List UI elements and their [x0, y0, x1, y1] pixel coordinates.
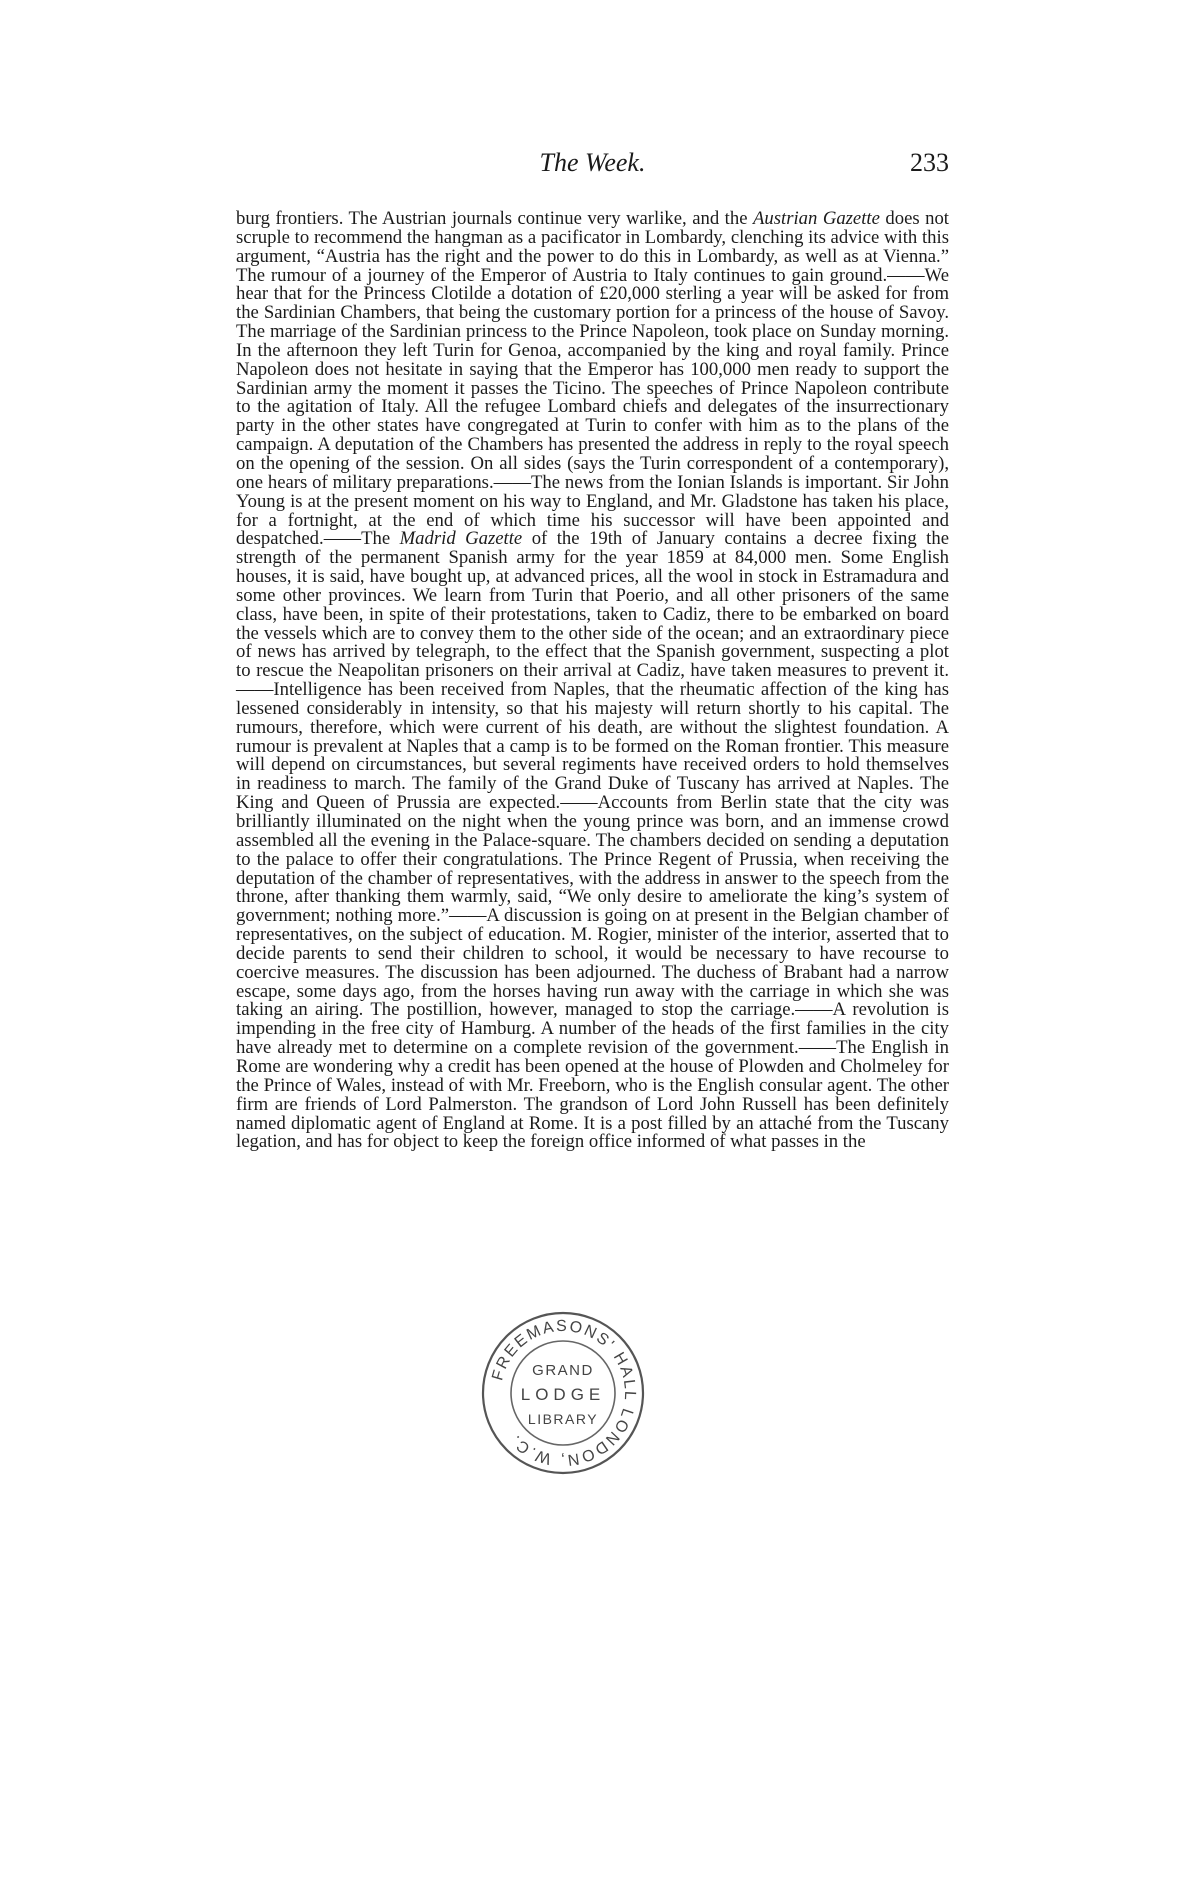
article-body: [236, 210, 949, 1152]
publication-title-italic: Austrian Gazette: [752, 208, 880, 229]
library-stamp-seal: [478, 1308, 648, 1478]
stamp-line-2: LODGE: [520, 1385, 606, 1404]
stamp-line-1: GRAND: [532, 1362, 594, 1379]
publication-title-italic: Madrid Gazette: [399, 528, 523, 550]
stamp-line-3: LIBRARY: [527, 1411, 599, 1427]
text-segment: burg frontiers. The Austrian journals continue very warlike, and the: [236, 208, 753, 229]
text-segment: of the 19th of January contains a decree fixing the strength of the permanent Spanish army for the year 1859 at 84,000 men. Some English houses, it is said, have bought up, at advanced prices, all the wool in stock in Estramadura and some other provinces. We learn from Turin that Poerio, and all other prisoners of the same class, have been, in spite of their protestations, taken to Cadiz, there to be embarked on board the vessels which are to convey them to the other side of the ocean; and an extraordinary piece of news has arrived by telegraph, to the effect that the Spanish government, suspecting a plot to rescue the Neapolitan prisoners on their arrival at Cadiz, have taken measures to prevent it.——Intelligence has been received from Naples, that the rheumatic affection of the king has lessened considerably in intensity, so that his majesty will return shortly to his capital. The rumours, therefore, which were current of his death, are without the slightest foundation. A rumour is prevalent at Naples that a camp is to be formed on the Roman frontier. This measure will depend on circumstances, but several regiments have received orders to hold themselves in readiness to march. The family of the Grand Duke of Tuscany has arrived at Naples. The King and Queen of Prussia are expected.——Accounts from Berlin state that the city was brilliantly illuminated on the night when the young prince was born, and an immense crowd assembled all the evening in the Palace-square. The chambers decided on sending a deputation to the palace to offer their congratulations. The Prince Regent of Prussia, when receiving the deputation of the chamber of representatives, with the address in answer to the speech from the throne, after thanking them warmly, said, “We only desire to ameliorate the king’s system of government; nothing more.”——A discussion is going on at present in the Belgian chamber of representatives, on the subject of education. M. Rogier, minister of the interior, asserted that to decide parents to send their children to school, it would be necessary to have recourse to coercive measures. The discussion has been adjourned. The duchess of Brabant had a narrow escape, some days ago, from the horses having run away with the carriage in which she was taking an airing. The postillion, however, managed to stop the carriage.——A revolution is impending in the free city of Hamburg. A number of the heads of the first families in the city have already met to determine on a complete revision of the government.——The English in Rome are wondering why a credit has been opened at the house of Plowden and Cholmeley for the Prince of Wales, instead of with Mr. Freeborn, who is the English consular agent. The other firm are friends of Lord Palmerston. The grandson of Lord John Russell has been definitely named diplomatic agent of England at Rome. It is a post filled by an attaché from the Tuscany legation, and has for object to keep the foreign office informed of what passes in the: [236, 528, 949, 1153]
article-paragraph: [236, 210, 949, 1152]
library-stamp: [478, 1308, 648, 1478]
stamp-ring-text: FREEMASONS' HALL LONDON, W.C.: [489, 1317, 639, 1469]
running-head: [236, 148, 949, 188]
page-number: 233: [910, 148, 949, 177]
text-segment: does not scruple to recommend the hangman as a pacificator in Lombardy, clenching its advice with this argument, “Austria has the right and the power to do this in Lombardy, as well as at Vienna.” The rumour of a journey of the Emperor of Austria to Italy continues to gain ground.——We hear that for the Princess Clotilde a dotation of £20,000 sterling a year will be asked for from the Sardinian Chambers, that being the customary portion for a princess of the house of Savoy. The marriage of the Sardinian princess to the Prince Napoleon, took place on Sunday morning. In the afternoon they left Turin for Genoa, accompanied by the king and royal family. Prince Napoleon does not hesitate in saying that the Emperor has 100,000 men ready to support the Sardinian army the moment it passes the Ticino. The speeches of Prince Napoleon contribute to the agitation of Italy. All the refugee Lombard chiefs and delegates of the insurrectionary party in the other states have congregated at Turin to confer with him as to the plans of the campaign. A deputation of the Chambers has presented the address in reply to the royal speech on the opening of the session. On all sides (says the Turin correspondent of a contemporary), one hears of military preparations.——The news from the Ionian Islands is important. Sir John Young is at the present moment on his way to England, and Mr. Gladstone has taken his place, for a fortnight, at the end of which time his successor will have been appointed and despatched.——The: [236, 208, 949, 550]
running-head-title: The Week.: [539, 148, 646, 177]
